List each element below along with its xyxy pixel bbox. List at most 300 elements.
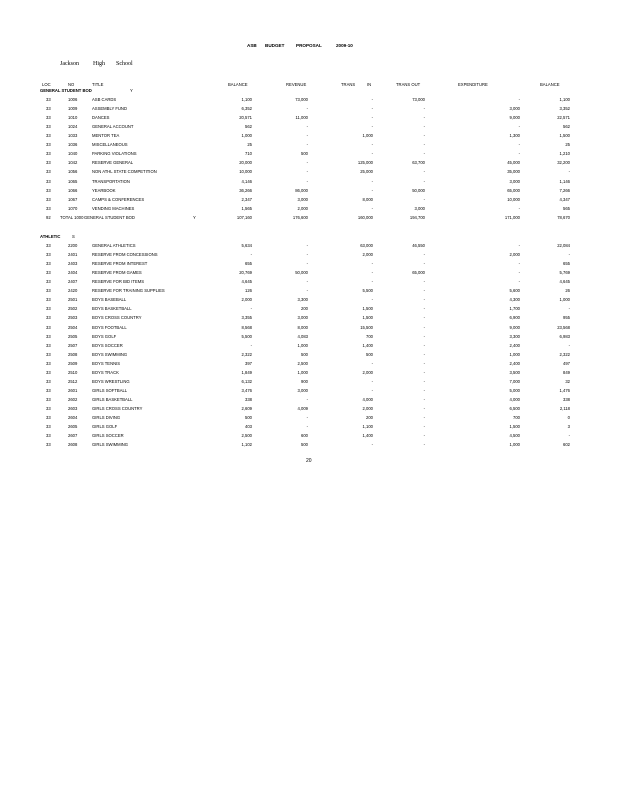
- table-cell-bal2: 7,266: [559, 187, 570, 193]
- table-cell-title: GIRLS SWIMMING: [92, 442, 129, 448]
- table-cell-bal2: 6,983: [559, 333, 570, 339]
- table-cell-loc: 33: [46, 378, 51, 384]
- table-cell-tin: 63,000: [360, 243, 373, 249]
- table-cell-tin: 1,500: [362, 306, 373, 312]
- table-cell-title: BOYS SOCCER: [92, 342, 123, 348]
- table-cell-tout: -: [423, 378, 425, 384]
- table-cell-tout: -: [423, 315, 425, 321]
- table-cell-title: GIRLS CROSS COUNTRY: [92, 405, 143, 411]
- table-cell-rev: 3,000: [297, 387, 308, 393]
- table-cell-bal2: 1,146: [559, 178, 570, 184]
- table-cell-bal2: 23,568: [557, 324, 570, 330]
- table-cell-bal: 5,634: [241, 243, 252, 249]
- table-cell-exp: 65,000: [507, 187, 520, 193]
- table-cell-tout: -: [423, 342, 425, 348]
- table-cell-no: 2501: [68, 297, 78, 303]
- table-cell-no: 2508: [68, 351, 78, 357]
- col-balance: BALANCE: [228, 82, 248, 87]
- table-cell-loc: 33: [46, 396, 51, 402]
- table-cell-title: DANCES: [92, 115, 110, 121]
- table-cell-tout: -: [423, 252, 425, 258]
- table-cell-tin: 4,000: [362, 396, 373, 402]
- table-cell-bal2: 338: [563, 396, 570, 402]
- table-cell-no: 1006: [68, 97, 78, 103]
- table-cell-title: GIRLS SOCCER: [92, 433, 124, 439]
- table-cell-bal: -: [250, 306, 252, 312]
- table-cell-bal: 1,102: [241, 442, 252, 448]
- table-cell-tin: 1,400: [362, 433, 373, 439]
- col-balance-end: BALANCE: [540, 82, 560, 87]
- table-cell-loc: 33: [46, 178, 51, 184]
- table-cell-tout: -: [423, 133, 425, 139]
- table-cell-exp: -: [518, 142, 520, 148]
- table-cell-bal: 1,000: [241, 133, 252, 139]
- table-cell-tin: 2,000: [362, 405, 373, 411]
- table-cell-bal: 20,000: [239, 160, 252, 166]
- col-title: TITLE: [92, 82, 104, 87]
- table-cell-bal2: 1,476: [559, 387, 570, 393]
- table-cell-title: GIRLS BASKETBALL: [92, 396, 133, 402]
- table-cell-tout: -: [423, 261, 425, 267]
- table-cell-tin: -: [371, 106, 373, 112]
- table-cell-title: RESERVE FOR TRAINING SUPPLIES: [92, 288, 165, 294]
- table-cell-exp: 3,000: [509, 178, 520, 184]
- table-cell-loc: 33: [46, 243, 51, 249]
- table-cell-tin: -: [371, 124, 373, 130]
- table-cell-tin: -: [371, 297, 373, 303]
- table-cell-tout: -: [423, 124, 425, 130]
- table-cell-bal: 20,769: [239, 270, 252, 276]
- table-cell-tout: -: [423, 306, 425, 312]
- table-cell-bal: 6,132: [241, 378, 252, 384]
- table-cell-tin: -: [371, 360, 373, 366]
- table-cell-exp: 6,500: [509, 405, 520, 411]
- table-cell-bal: 4,645: [241, 279, 252, 285]
- table-cell-loc: 33: [46, 205, 51, 211]
- table-cell-tin: 8,000: [362, 196, 373, 202]
- table-cell-tin: 500: [366, 351, 373, 357]
- col-expenditure: EXPENDITURE: [458, 82, 488, 87]
- table-cell-bal: 4,146: [241, 178, 252, 184]
- table-cell-tout: -: [423, 196, 425, 202]
- table-cell-bal2: 3: [567, 424, 570, 430]
- table-cell-loc: 33: [46, 115, 51, 121]
- table-cell-tout: -: [423, 279, 425, 285]
- table-cell-loc: 33: [46, 142, 51, 148]
- table-cell-loc: 33: [46, 405, 51, 411]
- section-header: GENERAL STUDENT BOD: [40, 88, 92, 93]
- table-cell-bal: 710: [245, 151, 252, 157]
- table-cell-loc: 33: [46, 133, 51, 139]
- table-cell-no: 2603: [68, 405, 78, 411]
- table-cell-exp: 9,000: [509, 324, 520, 330]
- table-cell-bal: -: [250, 342, 252, 348]
- title-word: PROPOSAL: [296, 43, 322, 48]
- table-cell-rev: 50,000: [295, 270, 308, 276]
- table-cell-loc: 33: [46, 169, 51, 175]
- table-cell-rev: -: [306, 252, 308, 258]
- table-cell-loc: 33: [46, 424, 51, 430]
- table-cell-tout: -: [423, 360, 425, 366]
- table-cell-rev: -: [306, 261, 308, 267]
- table-cell-no: 1040: [68, 151, 78, 157]
- total-cell-bal2: 78,670: [557, 214, 570, 220]
- table-cell-title: BOYS GOLF: [92, 333, 117, 339]
- table-cell-bal2: 5,769: [559, 270, 570, 276]
- table-cell-bal2: 655: [563, 261, 570, 267]
- table-cell-exp: 1,700: [509, 306, 520, 312]
- table-cell-exp: 1,500: [509, 424, 520, 430]
- table-cell-loc: 33: [46, 106, 51, 112]
- table-cell-rev: -: [306, 288, 308, 294]
- section-header: ATHLETIC: [40, 234, 61, 239]
- table-cell-tin: 2,000: [362, 369, 373, 375]
- table-cell-exp: -: [518, 205, 520, 211]
- table-cell-rev: 11,000: [295, 115, 308, 121]
- table-cell-bal2: 4,645: [559, 279, 570, 285]
- table-cell-bal: 6,352: [241, 106, 252, 112]
- table-cell-loc: 33: [46, 342, 51, 348]
- total-title-suffix: Y: [193, 214, 196, 220]
- total-cell-tout: 194,700: [409, 214, 425, 220]
- table-cell-exp: 5,600: [509, 288, 520, 294]
- table-cell-bal: 2,347: [241, 196, 252, 202]
- table-cell-rev: -: [306, 142, 308, 148]
- table-cell-title: GENERAL ATHLETICS: [92, 243, 136, 249]
- table-cell-tin: -: [371, 115, 373, 121]
- table-cell-bal: 655: [245, 261, 252, 267]
- table-cell-tin: 25,000: [360, 169, 373, 175]
- table-cell-bal: 2,000: [241, 297, 252, 303]
- table-cell-exp: 1,300: [509, 133, 520, 139]
- col-revenue: REVENUE: [286, 82, 307, 87]
- table-cell-title: RESERVE FROM CONCESSIONS: [92, 252, 158, 258]
- table-cell-loc: 33: [46, 124, 51, 130]
- table-cell-no: 1024: [68, 124, 78, 130]
- section-header-suffix: Y: [130, 88, 133, 93]
- table-cell-loc: 33: [46, 297, 51, 303]
- table-cell-tout: -: [423, 288, 425, 294]
- col-no: NO: [68, 82, 75, 87]
- table-cell-title: MISCELLANEOUS: [92, 142, 128, 148]
- table-cell-bal: 403: [245, 424, 252, 430]
- table-cell-bal: 562: [245, 124, 252, 130]
- table-cell-bal: 3,355: [241, 315, 252, 321]
- table-cell-bal2: 25: [565, 142, 570, 148]
- table-cell-loc: 33: [46, 270, 51, 276]
- table-cell-title: BOYS BASEBALL: [92, 297, 127, 303]
- table-cell-title: ASSEMBLY FUND: [92, 106, 127, 112]
- table-cell-rev: -: [306, 160, 308, 166]
- total-cell-tin: 160,000: [357, 214, 373, 220]
- table-cell-title: RESERVE FROM GAMES: [92, 270, 142, 276]
- table-cell-bal2: 32,200: [557, 160, 570, 166]
- table-cell-loc: 33: [46, 160, 51, 166]
- table-cell-no: 1065: [68, 178, 78, 184]
- table-cell-no: 2510: [68, 369, 78, 375]
- table-cell-title: YEARBOOK: [92, 187, 116, 193]
- table-cell-rev: -: [306, 106, 308, 112]
- table-cell-bal2: -: [568, 342, 570, 348]
- table-cell-rev: 500: [301, 151, 308, 157]
- table-cell-rev: 3,300: [297, 297, 308, 303]
- table-cell-tin: -: [371, 270, 373, 276]
- table-cell-title: PARKING VIOLATIONS: [92, 151, 137, 157]
- table-cell-rev: -: [306, 415, 308, 420]
- table-cell-exp: 4,000: [509, 396, 520, 402]
- table-cell-bal: 1,849: [241, 369, 252, 375]
- table-cell-exp: 4,500: [509, 433, 520, 439]
- table-cell-rev: 500: [301, 351, 308, 357]
- table-cell-tout: -: [423, 169, 425, 175]
- table-cell-tout: -: [423, 115, 425, 121]
- table-cell-bal: 2,609: [241, 405, 252, 411]
- total-cell-bal: 107,160: [236, 214, 252, 220]
- total-loc: 92: [46, 214, 51, 220]
- table-cell-title: CAMPS & CONFERENCES: [92, 196, 145, 202]
- col-trans-out: TRANS OUT: [396, 82, 421, 87]
- table-cell-bal2: 4,347: [559, 196, 570, 202]
- table-cell-bal2: 849: [563, 369, 570, 375]
- table-cell-bal: 126: [245, 288, 252, 294]
- table-cell-tin: 125,000: [357, 160, 373, 166]
- table-cell-tin: -: [371, 142, 373, 148]
- table-cell-title: RESERVE FROM INTEREST: [92, 261, 148, 267]
- table-cell-exp: 3,300: [509, 333, 520, 339]
- table-cell-no: 2401: [68, 252, 78, 258]
- table-cell-tin: -: [371, 279, 373, 285]
- table-cell-exp: 7,000: [509, 378, 520, 384]
- table-cell-bal: 2,322: [241, 351, 252, 357]
- table-cell-bal: 36,266: [239, 187, 252, 193]
- section-header-suffix: S: [72, 234, 75, 239]
- table-cell-tout: -: [423, 151, 425, 157]
- table-cell-loc: 33: [46, 387, 51, 393]
- table-cell-loc: 33: [46, 196, 51, 202]
- table-cell-no: 2404: [68, 270, 78, 276]
- table-cell-bal: -: [250, 252, 252, 258]
- total-label: TOTAL 1000: [60, 214, 84, 220]
- table-cell-title: ASB CARDS: [92, 97, 117, 103]
- title-word: ASB: [247, 43, 257, 48]
- col-loc: LOC: [42, 82, 51, 87]
- table-cell-rev: 8,000: [297, 324, 308, 330]
- table-cell-rev: 500: [301, 442, 308, 448]
- table-cell-loc: 33: [46, 333, 51, 339]
- table-cell-rev: 4,083: [297, 333, 308, 339]
- table-cell-title: BOYS WRESTLING: [92, 378, 130, 384]
- table-cell-exp: 5,000: [509, 387, 520, 393]
- table-cell-no: 2608: [68, 442, 78, 448]
- table-cell-loc: 33: [46, 261, 51, 267]
- table-cell-loc: 33: [46, 360, 51, 366]
- table-cell-loc: 33: [46, 151, 51, 157]
- table-cell-exp: -: [518, 243, 520, 249]
- table-cell-no: 2407: [68, 279, 78, 285]
- table-cell-bal2: 2,118: [559, 405, 570, 411]
- table-cell-bal2: 1,210: [559, 151, 570, 157]
- table-cell-bal: 10,000: [239, 169, 252, 175]
- table-cell-loc: 33: [46, 279, 51, 285]
- table-cell-exp: 45,000: [507, 160, 520, 166]
- table-cell-tin: 1,100: [362, 424, 373, 430]
- table-cell-bal2: 26: [565, 288, 570, 294]
- table-cell-exp: 2,000: [509, 252, 520, 258]
- table-cell-tin: -: [371, 97, 373, 103]
- col-trans: TRANS: [341, 82, 356, 87]
- table-cell-bal2: 497: [563, 360, 570, 366]
- table-cell-tin: -: [371, 151, 373, 157]
- table-cell-no: 1009: [68, 106, 78, 112]
- table-cell-bal: 500: [245, 415, 252, 420]
- table-cell-bal2: 565: [563, 205, 570, 211]
- table-cell-rev: 73,000: [295, 97, 308, 103]
- table-cell-loc: 33: [46, 369, 51, 375]
- table-cell-no: 2509: [68, 360, 78, 366]
- table-cell-tout: 50,000: [412, 187, 425, 193]
- table-cell-loc: 33: [46, 415, 51, 420]
- table-cell-title: GIRLS GOLF: [92, 424, 118, 430]
- table-cell-tin: 15,500: [360, 324, 373, 330]
- table-cell-exp: -: [518, 270, 520, 276]
- table-cell-tin: 5,500: [362, 288, 373, 294]
- table-cell-title: GIRLS DIVING: [92, 415, 121, 420]
- table-cell-tout: -: [423, 142, 425, 148]
- table-cell-no: 2607: [68, 433, 78, 439]
- table-cell-title: GENERAL ACCOUNT: [92, 124, 134, 130]
- table-cell-no: 2403: [68, 261, 78, 267]
- table-cell-title: NON ATHL STATE COMPETITION: [92, 169, 157, 175]
- table-cell-bal2: 955: [563, 315, 570, 321]
- table-cell-rev: 200: [301, 306, 308, 312]
- table-cell-tout: -: [423, 405, 425, 411]
- table-cell-exp: 2,400: [509, 342, 520, 348]
- table-cell-tout: 46,550: [412, 243, 425, 249]
- page-number: 20: [306, 458, 312, 464]
- table-cell-no: 1066: [68, 187, 78, 193]
- table-cell-tout: 63,700: [412, 160, 425, 166]
- table-cell-bal: 20,571: [239, 115, 252, 121]
- table-cell-loc: 33: [46, 288, 51, 294]
- table-cell-title: VENDING MACHINES: [92, 205, 135, 211]
- table-cell-no: 1042: [68, 160, 78, 166]
- table-cell-tout: -: [423, 442, 425, 448]
- table-cell-tin: -: [371, 442, 373, 448]
- table-cell-tout: -: [423, 433, 425, 439]
- table-cell-title: BOYS BASKETBALL: [92, 306, 132, 312]
- table-cell-no: 2503: [68, 315, 78, 321]
- table-cell-bal2: -: [568, 169, 570, 175]
- table-cell-bal2: 1,500: [559, 133, 570, 139]
- school-word: School: [116, 61, 133, 67]
- table-cell-rev: -: [306, 133, 308, 139]
- table-cell-no: 2420: [68, 288, 78, 294]
- table-cell-tout: -: [423, 415, 425, 420]
- table-cell-exp: 10,000: [507, 196, 520, 202]
- table-cell-bal: 5,500: [241, 333, 252, 339]
- total-cell-exp: 171,000: [504, 214, 520, 220]
- table-cell-tin: -: [371, 187, 373, 193]
- table-cell-title: MENTOR TEA: [92, 133, 120, 139]
- table-cell-tout: -: [423, 178, 425, 184]
- table-cell-bal: 397: [245, 360, 252, 366]
- table-cell-bal2: -: [568, 252, 570, 258]
- table-cell-loc: 33: [46, 433, 51, 439]
- table-cell-loc: 33: [46, 187, 51, 193]
- table-cell-title: GIRLS SOFTBALL: [92, 387, 128, 393]
- table-cell-bal2: 32: [565, 378, 570, 384]
- table-cell-no: 2507: [68, 342, 78, 348]
- table-cell-tout: -: [423, 333, 425, 339]
- table-cell-tout: -: [423, 106, 425, 112]
- table-cell-rev: -: [306, 424, 308, 430]
- table-cell-tout: -: [423, 424, 425, 430]
- table-cell-no: 2200: [68, 243, 78, 249]
- table-cell-bal: 25: [247, 142, 252, 148]
- table-cell-exp: -: [518, 97, 520, 103]
- table-cell-tin: 1,400: [362, 342, 373, 348]
- table-cell-tin: -: [371, 387, 373, 393]
- table-cell-rev: 600: [301, 433, 308, 439]
- table-cell-exp: -: [518, 261, 520, 267]
- table-cell-exp: 1,000: [509, 442, 520, 448]
- table-cell-rev: 4,009: [297, 405, 308, 411]
- table-cell-exp: 4,300: [509, 297, 520, 303]
- table-cell-exp: 9,000: [509, 115, 520, 121]
- table-cell-tin: -: [371, 378, 373, 384]
- table-cell-rev: -: [306, 279, 308, 285]
- table-cell-exp: 3,500: [509, 369, 520, 375]
- table-cell-tout: 3,000: [414, 205, 425, 211]
- table-cell-title: BOYS TENNIS: [92, 360, 121, 366]
- table-cell-exp: -: [518, 124, 520, 130]
- table-cell-bal: 3,476: [241, 387, 252, 393]
- table-cell-tout: -: [423, 396, 425, 402]
- table-cell-rev: 2,000: [297, 205, 308, 211]
- table-cell-loc: 33: [46, 442, 51, 448]
- table-cell-no: 1056: [68, 169, 78, 175]
- table-cell-exp: 2,400: [509, 360, 520, 366]
- table-cell-no: 2502: [68, 306, 78, 312]
- table-cell-bal: 2,500: [241, 433, 252, 439]
- school-word: Jackson: [60, 61, 79, 67]
- table-cell-exp: -: [518, 151, 520, 157]
- table-cell-bal2: 602: [563, 442, 570, 448]
- table-cell-tin: 200: [366, 415, 373, 420]
- table-cell-bal: 1,565: [241, 205, 252, 211]
- table-cell-rev: -: [306, 243, 308, 249]
- table-cell-bal2: 562: [563, 124, 570, 130]
- table-cell-title: TRANSPORTATION: [92, 178, 130, 184]
- table-cell-rev: -: [306, 396, 308, 402]
- table-cell-exp: 700: [513, 415, 520, 420]
- table-cell-no: 1036: [68, 142, 78, 148]
- total-title: GENERAL STUDENT BOD: [84, 214, 135, 220]
- table-cell-no: 1067: [68, 196, 78, 202]
- table-cell-no: 2605: [68, 424, 78, 430]
- table-cell-bal: 1,100: [241, 97, 252, 103]
- table-cell-exp: 6,900: [509, 315, 520, 321]
- table-cell-title: BOYS TRACK: [92, 369, 119, 375]
- col-in: IN: [367, 82, 372, 87]
- table-cell-no: 2602: [68, 396, 78, 402]
- title-word: BUDGET: [265, 43, 285, 48]
- table-cell-tout: -: [423, 369, 425, 375]
- table-cell-tin: 2,000: [362, 252, 373, 258]
- table-cell-no: 2512: [68, 378, 78, 384]
- table-cell-tout: -: [423, 297, 425, 303]
- table-cell-loc: 33: [46, 252, 51, 258]
